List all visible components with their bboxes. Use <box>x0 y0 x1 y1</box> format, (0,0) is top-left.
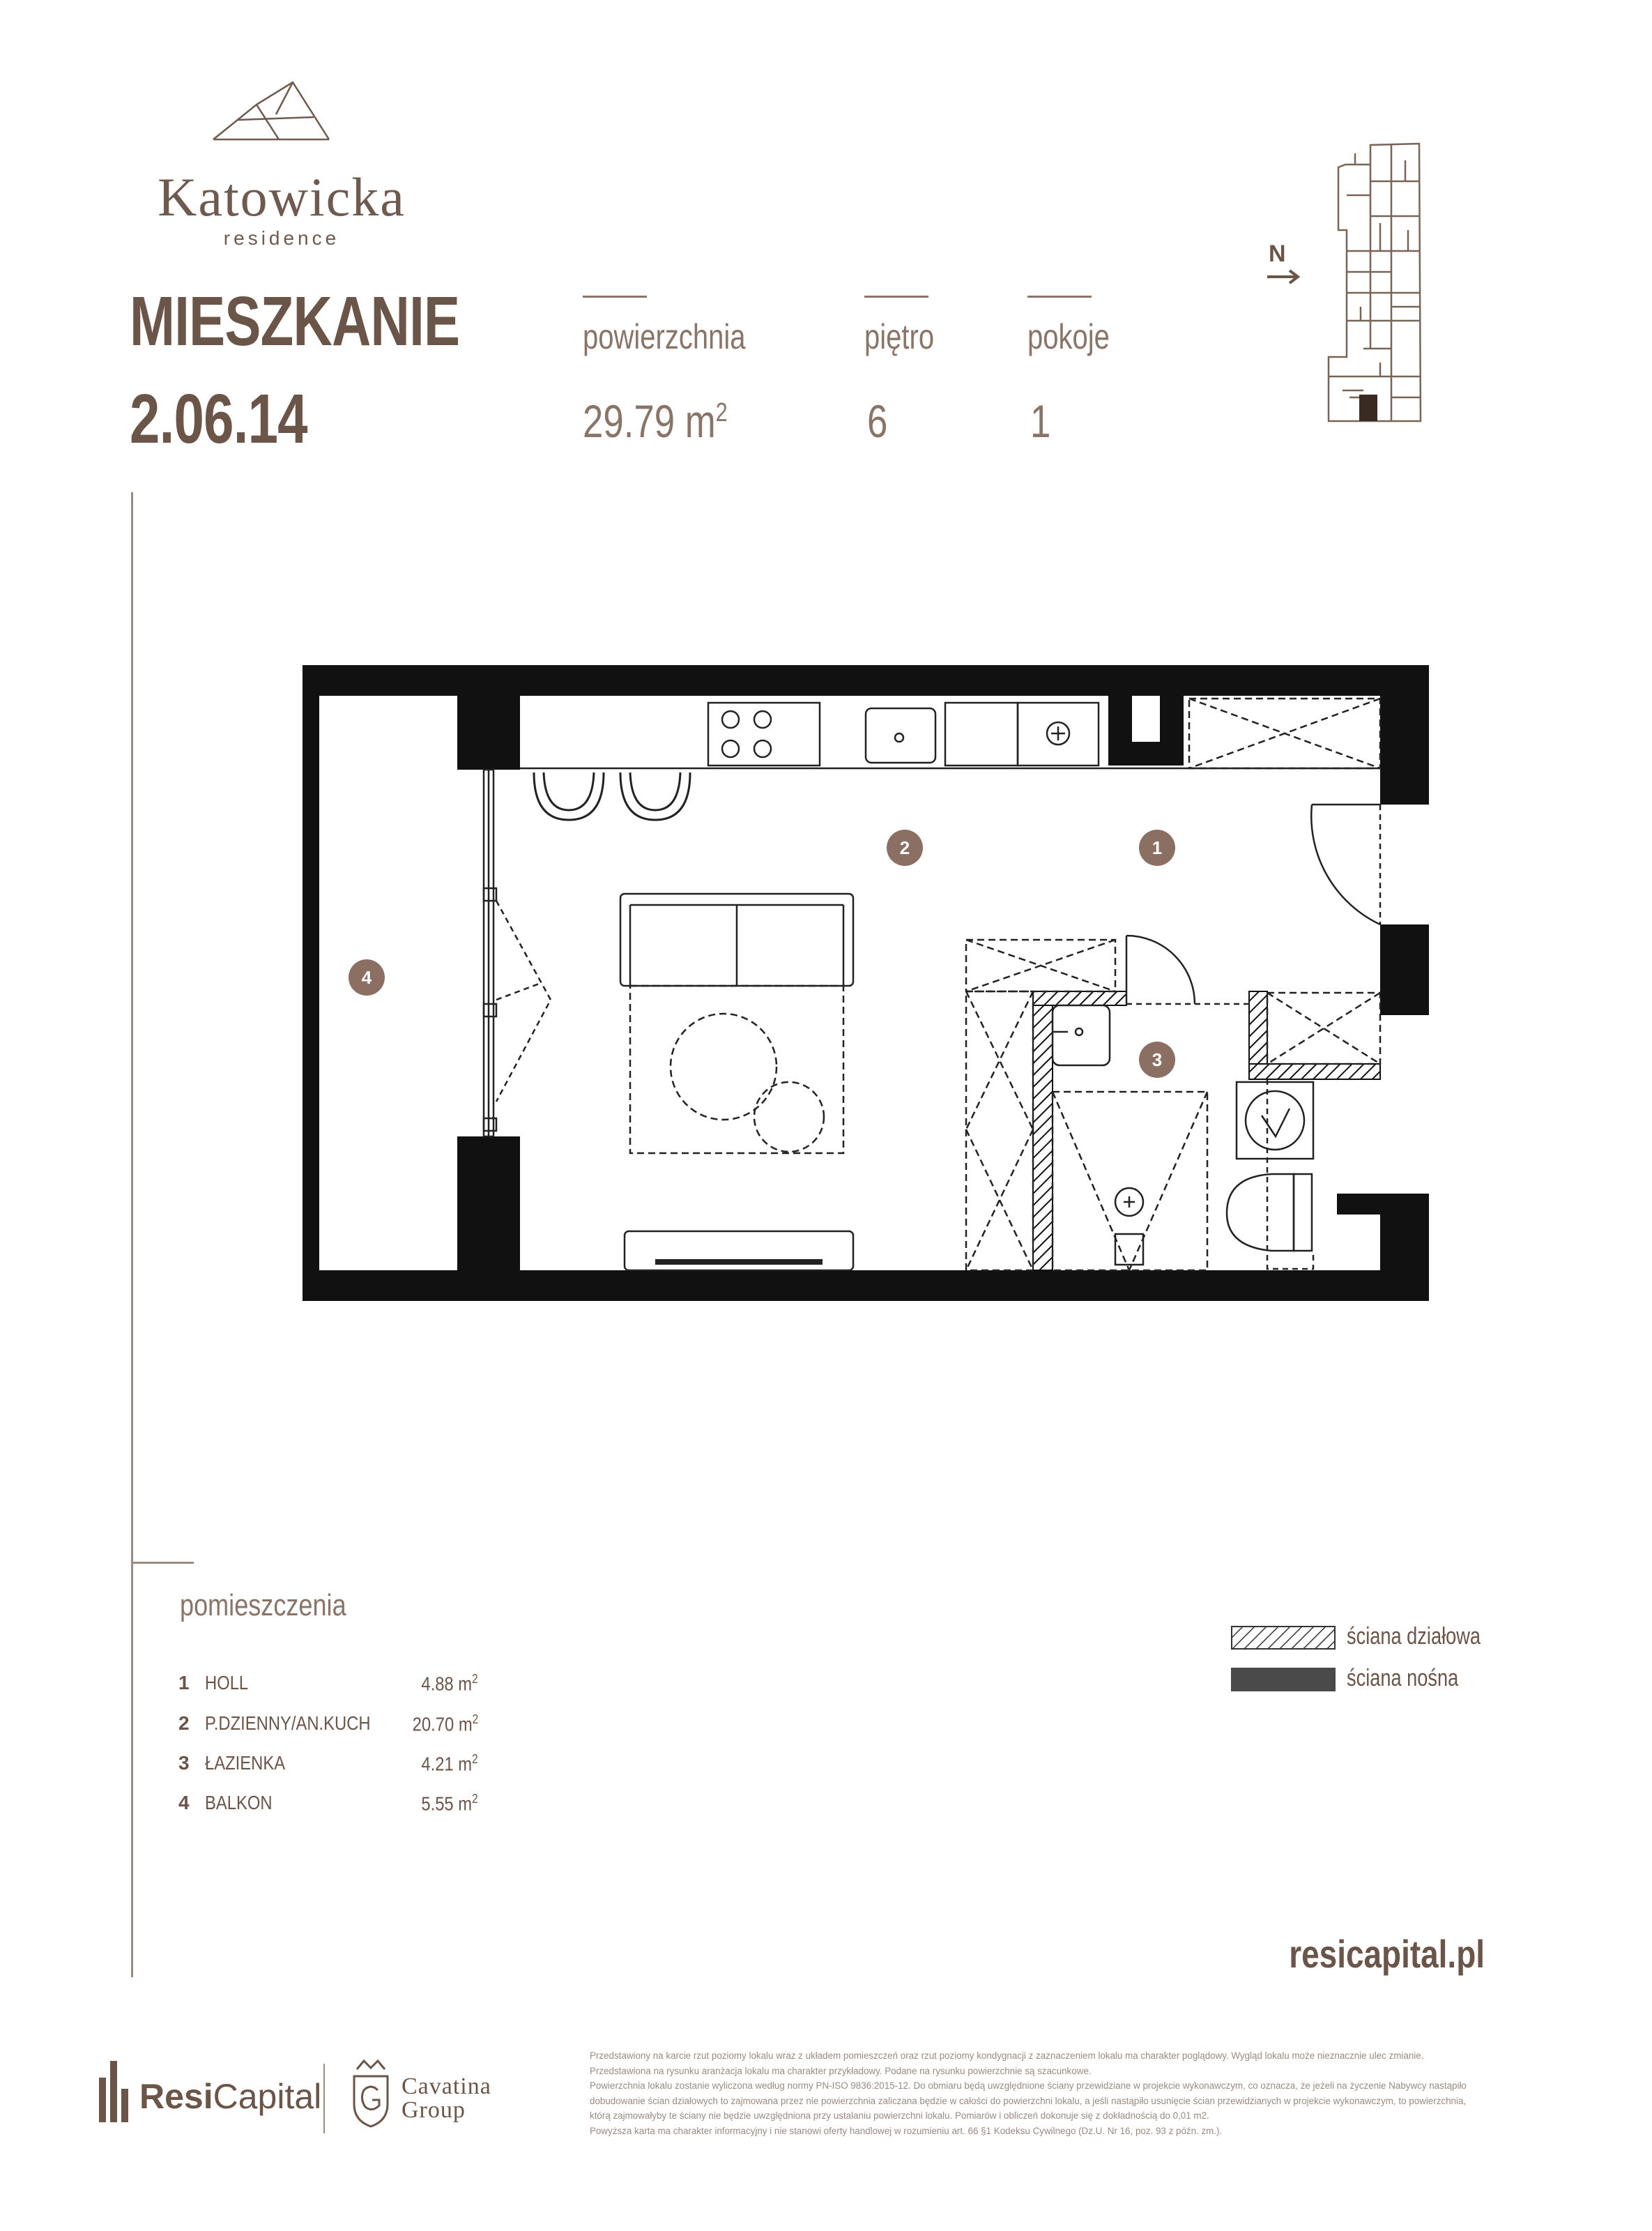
badge-room-2: 2 <box>899 837 910 858</box>
north-arrow-icon <box>1266 268 1302 286</box>
list-item <box>178 1712 499 1747</box>
legend-solid-swatch <box>1231 1668 1336 1691</box>
list-item <box>178 1752 499 1787</box>
frame-line <box>323 2064 325 2133</box>
stat-divider <box>583 296 647 298</box>
stat-rooms-value: 1 <box>1030 395 1051 447</box>
room-area: 4.21 $m^2$ <box>421 1752 478 1775</box>
north-label: N <box>1269 241 1286 267</box>
stat-rooms-label: pokoje <box>1027 317 1110 356</box>
mountain-logo-icon <box>209 77 335 144</box>
resicapital-logo: ResiCapital <box>139 2077 322 2116</box>
rooms-title: pomieszczenia <box>180 1588 346 1622</box>
room-area: 5.55 $m^2$ <box>421 1792 478 1815</box>
apartment-label: MIESZKANIE <box>130 282 460 360</box>
legend-partition-label: ściana działowa <box>1347 1623 1481 1650</box>
frame-line <box>131 492 133 1977</box>
disclaimer: Przedstawiony na karcie rzut poziomy lokalu wraz z układem pomieszczeń oraz rzut poziomy kondygnacji z zaznaczeniem lokalu ma charakter poglądowy. Wygląd lokalu może nieznacznie ulec zmianie. Przedstawiona na rysunku aranżacja lokalu ma charakter przykładowy. Podane na rysunku powierzchnie są szacunkowe. Powierzchnia lokalu zostanie wyliczona według normy PN-ISO 9836:2015-12. Do obmiaru będą uwzględnione ściany przewidziane w projekcie wykonawczym, co oznacza, że jeżeli na życzenie Nabywcy nastąpiło dobudowanie ścian działowych to zajmowana przez nie powierzchnia zaliczana będzie w całości do powierzchni lokalu, a jeśli nastąpiło usunięcie ścian przewidzianych w projekcie wykonawczym, to powierzchnia, którą zajmowałyby te ściany nie będzie uwzględniona przy ustalaniu powierzchni lokalu. Pomiarów i obliczeń dokonuje się z dokładnością do 0,01 m2. Powyższa karta ma charakter informacyjny i nie stanowi oferty handlowej w rozumieniu art. 66 §1 Kodeksu Cywilnego (Dz.U. Nr 16, poz. 93 z późn. zm.). <box>590 2050 1467 2136</box>
legend-loadbearing-label: ściana nośna <box>1347 1665 1459 1691</box>
resicapital-logo-icon <box>98 2057 132 2124</box>
stat-area-label: powierzchnia <box>583 317 746 356</box>
stat-floor-label: piętro <box>864 317 935 356</box>
cavatina-logo: Cavatina Group <box>401 2073 491 2123</box>
room-name: P.DZIENNY/AN.KUCH <box>205 1712 371 1734</box>
legend-hatched-swatch <box>1231 1626 1336 1650</box>
room-area: 20.70 $m^2$ <box>412 1712 478 1735</box>
badge-room-3: 3 <box>1152 1049 1163 1070</box>
brand-subtitle: residence <box>223 227 340 249</box>
badge-room-1: 1 <box>1152 837 1163 858</box>
list-item <box>178 1672 499 1707</box>
floor-plan <box>293 655 1436 1311</box>
room-number: 1 <box>178 1672 190 1693</box>
badge-room-4: 4 <box>361 967 372 988</box>
load-bearing-walls <box>303 665 1429 1301</box>
stat-area-value: 29.79 $m^2$ <box>583 395 728 447</box>
room-number: 2 <box>178 1712 190 1734</box>
stat-divider <box>1027 296 1092 298</box>
list-item <box>178 1792 499 1827</box>
building-key-plan <box>1322 139 1426 425</box>
apartment-number: 2.06.14 <box>130 380 307 458</box>
stat-floor-value: 6 <box>867 395 888 447</box>
room-area: 4.88 $m^2$ <box>421 1672 478 1695</box>
room-name: ŁAZIENKA <box>205 1752 286 1774</box>
room-name: HOLL <box>205 1672 249 1693</box>
room-name: BALKON <box>205 1792 273 1813</box>
website-link[interactable]: resicapital.pl <box>1289 1932 1485 1976</box>
room-number: 3 <box>178 1752 190 1774</box>
stat-divider <box>864 296 928 298</box>
room-number: 4 <box>178 1792 190 1813</box>
brand-name: Katowicka <box>158 167 406 227</box>
frame-line <box>131 1562 194 1564</box>
cavatina-logo-icon <box>350 2055 392 2128</box>
